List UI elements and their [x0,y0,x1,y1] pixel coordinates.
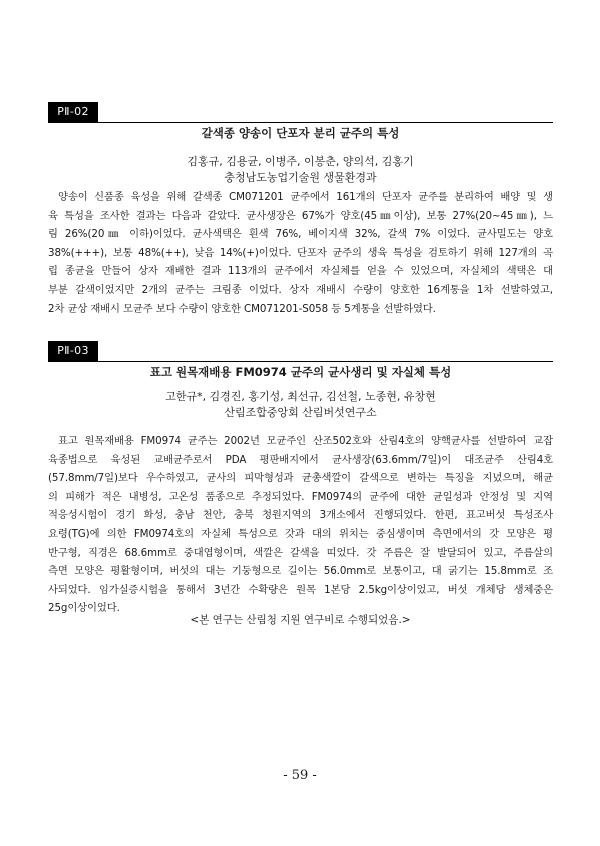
author-list: 고한규*, 김경진, 홍기성, 최선규, 김선철, 노종현, 유창현 [165,390,436,403]
abstract-line: 양송이 신품종 육성을 위해 갈색종 CM071201 균주에서 161개의 단포자 균주를 분리하여 배양 및 생 [58,191,553,203]
abstract-line: 표고 원목재배용 FM0974 균주는 2002년 모균주인 산조502호와 산림4호의 양핵균사를 선발하여 교잡 [58,435,553,447]
abstract-line: 부분 갈색이었지만 2개의 균주는 크림종 이었다. 상자 재배시 수량이 양호한 16계통을 1차 선발하였고, [48,283,553,296]
abstract-line: 립 종균을 만들어 상자 재배한 결과 113개의 균주에서 자실체를 얻을 수 있었으며, 자실체의 색택은 대 [48,265,553,278]
abstract-line: 2차 균상 재배시 모균주 보다 수량이 양호한 CM071201-S058 등 5계통을 선발하였다. [48,302,436,315]
abstract-line: 반구형, 직경은 68.6mm로 중대엽형이며, 색깔은 갈색을 띠었다. 갓 주름은 잘 발달되어 있고, 주름살의 [48,546,553,559]
page-number: - 59 - [283,768,317,783]
abstract-line: 육종법으로 육성된 교배균주로서 PDA 평판배지에서 균사생장(63.6mm/7일)이 대조균주 산림4호 [48,453,553,466]
abstract-line: 38%(+++), 보통 48%(++), 낮음 14%(+)이었다. 단포자 균주의 생육 특성을 검토하기 위해 127개의 곡 [48,246,553,259]
author-list: 김홍규, 김용균, 이병주, 이봉춘, 양의석, 김홍기 [187,155,414,168]
section-divider [48,361,553,362]
abstract-body [48,188,553,318]
section-code-badge: PⅡ-03 [48,341,98,361]
section-code-badge: PⅡ-02 [48,102,98,122]
abstract-line: 요령(TG)에 의한 FM0974호의 자실체 특성으로 갓과 대의 위치는 중심생이며 측면에서의 갓 모양은 평 [48,527,553,540]
abstract-line: (57.8mm/7일)보다 우수하였고, 균사의 피막형성과 균총색깔이 갈색으로 변하는 특징을 지녔으며, 해균 [48,472,553,485]
abstract-title: 표고 원목재배용 FM0974 균주의 균사생리 및 자실체 특성 [149,365,452,379]
affiliation: 충청남도농업기술원 생물환경과 [224,171,377,184]
abstract-line: 사되었다. 임가실증시험을 통해서 3년간 수확량은 원목 1본당 2.5kg이상이었고, 버섯 개체당 생체중은 [48,583,553,596]
abstract-line: 육 특성을 조사한 결과는 다음과 같았다. 균사생장은 67%가 양호(45㎜이상), 보통 27%(20~45㎜), 느 [48,209,553,222]
abstract-line: 림 26%(20㎜ 이하)이었다. 균사색택은 흰색 76%, 베이지색 32%, 갈색 7% 이었다. 균사밀도는 양호 [48,228,553,241]
affiliation: 산림조합중앙회 산림버섯연구소 [224,406,377,419]
abstract-line: 25g이상이었다. [48,602,120,615]
abstract-title: 갈색종 양송이 단포자 분리 균주의 특성 [201,126,400,140]
section-divider [48,122,553,123]
abstract-body [48,432,553,618]
abstract-line: 측면 모양은 평활형이며, 버섯의 대는 기둥형으로 길이는 56.0mm로 보통이고, 대 굵기는 15.8mm로 조 [48,565,553,578]
abstract-line: 적응성시험이 경기 화성, 충남 천안, 충북 청원지역의 3개소에서 진행되었다. 한편, 표고버섯 특성조사 [48,509,553,522]
acknowledgement-note: <본 연구는 산림청 지원 연구비로 수행되었음.> [190,614,411,626]
abstract-line: 의 피해가 적은 내병성, 고온성 품종으로 추정되었다. FM0974의 균주에 대한 균일성과 안정성 및 지역 [48,490,553,503]
